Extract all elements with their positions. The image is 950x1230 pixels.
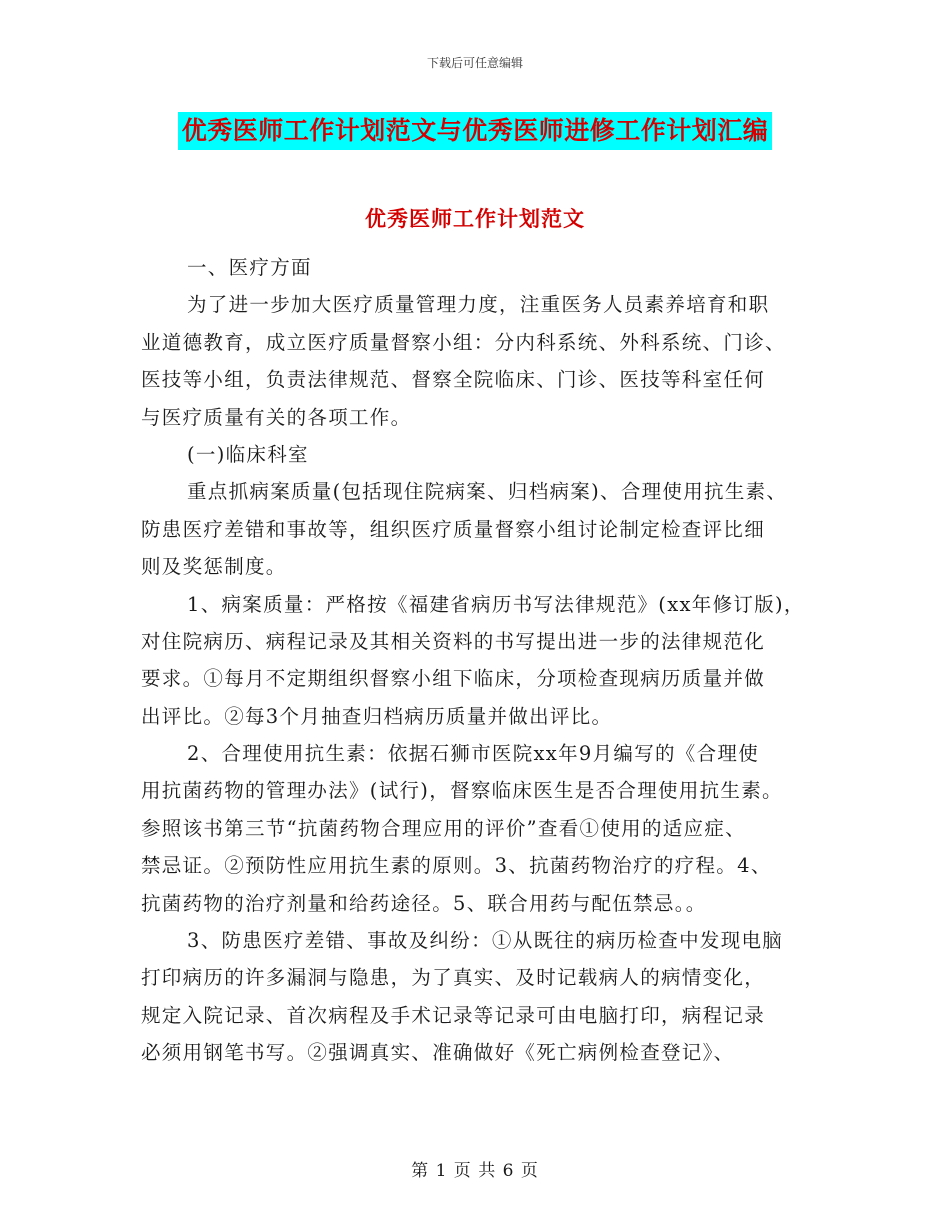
section-heading: 一、医疗方面 <box>187 256 312 279</box>
paragraph-line: 为了进一步加大医疗质量管理力度，注重医务人员素养培育和职 <box>187 293 770 317</box>
paragraph-line: 则及奖惩制度。 <box>141 555 287 579</box>
paragraph-line: 3、防患医疗差错、事故及纠纷：①从既往的病历检查中发现电脑 <box>187 929 784 953</box>
paragraph-line: 规定入院记录、首次病程及手术记录等记录可由电脑打印，病程记录 <box>141 1003 766 1027</box>
paragraph-line: 用抗菌药物的管理办法》(试行)，督察临床医生是否合理使用抗生素。 <box>141 779 783 803</box>
paragraph-line: 1、病案质量：严格按《福建省病历书写法律规范》(xx年修订版)， <box>187 592 805 616</box>
paragraph-line: 参照该书第三节“抗菌药物合理应用的评价”查看①使用的适应症、 <box>141 816 746 840</box>
subsection-heading: (一)临床科室 <box>187 442 309 466</box>
main-title: 优秀医师工作计划范文与优秀医师进修工作计划汇编 <box>178 112 773 150</box>
paragraph-line: 出评比。②每3个月抽查归档病历质量并做出评比。 <box>141 704 613 728</box>
paragraph-line: 打印病历的许多漏洞与隐患，为了真实、及时记载病人的病情变化， <box>141 966 766 990</box>
paragraph-line: 重点抓病案质量(包括现住院病案、归档病案)、合理使用抗生素、 <box>187 480 788 504</box>
paragraph-line: 与医疗质量有关的各项工作。 <box>141 405 412 429</box>
paragraph-line: 要求。①每月不定期组织督察小组下临床，分项检查现病历质量并做 <box>141 667 766 691</box>
paragraph-line: 禁忌证。②预防性应用抗生素的原则。3、抗菌药物治疗的疗程。4、 <box>141 854 772 878</box>
document-body <box>141 249 821 1072</box>
paragraph-line: 必须用钢笔书写。②强调真实、准确做好《死亡病例检查登记》、 <box>141 1041 735 1065</box>
header-note: 下载后可任意编辑 <box>426 56 523 70</box>
paragraph-line: 医技等小组，负责法律规范、督察全院临床、门诊、医技等科室任何 <box>141 368 766 392</box>
paragraph-line: 2、合理使用抗生素：依据石狮市医院xx年9月编写的《合理使 <box>187 742 760 766</box>
paragraph-line: 防患医疗差错和事故等，组织医疗质量督察小组讨论制定检查评比细 <box>141 517 766 541</box>
paragraph-line: 业道德教育，成立医疗质量督察小组：分内科系统、外科系统、门诊、 <box>141 330 786 354</box>
paragraph-line: 对住院病历、病程记录及其相关资料的书写提出进一步的法律规范化 <box>141 629 766 653</box>
main-title-wrap <box>0 112 950 150</box>
sub-title: 优秀医师工作计划范文 <box>365 206 585 231</box>
paragraph-line: 抗菌药物的治疗剂量和给药途径。5、联合用药与配伍禁忌。。 <box>141 891 707 915</box>
page-footer: 第 1 页 共 6 页 <box>411 1161 539 1181</box>
